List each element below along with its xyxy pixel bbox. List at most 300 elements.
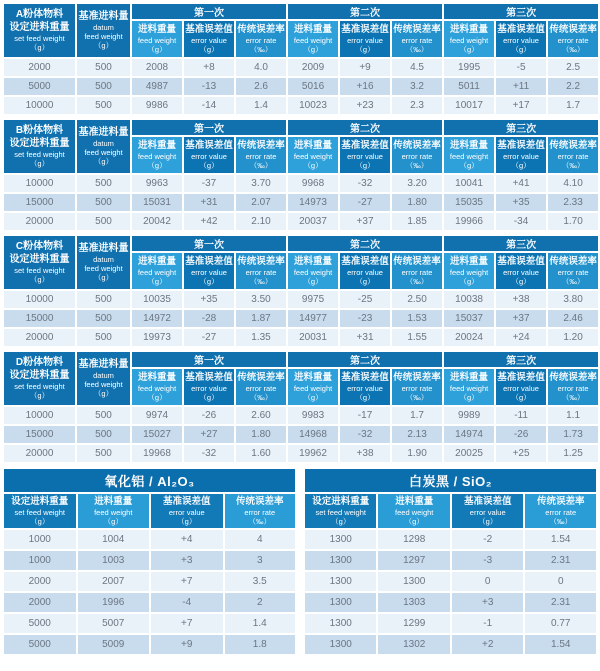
error-rate-cell: 2.6 <box>235 77 287 96</box>
error-value-cell: -2 <box>451 529 524 550</box>
error-rate-cell: 3.80 <box>547 290 599 309</box>
error-rate-cell: 1.55 <box>391 328 443 347</box>
error-value-subheader <box>150 493 224 529</box>
error-value-cell: +37 <box>339 212 391 231</box>
header-line: （g） <box>355 392 375 402</box>
error-rate-cell: 1.7 <box>547 96 599 115</box>
feed-weight-subheader <box>287 136 339 174</box>
header-line: （g） <box>303 392 323 402</box>
header-line: （g） <box>478 516 498 526</box>
error-rate-cell: 0 <box>524 571 597 592</box>
feed-weight-cell: 9974 <box>131 406 183 425</box>
header-row-subcolumns <box>3 493 296 529</box>
header-line: set feed weight <box>14 150 65 159</box>
header-line: （g） <box>30 516 50 526</box>
header-line: （g） <box>29 159 50 168</box>
error-value-subheader <box>339 368 391 406</box>
header-line: （‰） <box>405 276 429 286</box>
feed-weight-cell: 2008 <box>131 58 183 77</box>
feed-weight-cell: 1298 <box>377 529 450 550</box>
set-feed-weight-cell: 2000 <box>3 58 76 77</box>
header-line: feed weight <box>293 35 333 45</box>
header-line: 基准进料量 <box>78 242 129 254</box>
error-value-subheader <box>183 20 235 58</box>
header-line: feed weight <box>84 32 123 42</box>
feed-weight-cell: 1003 <box>77 550 151 571</box>
feed-weight-cell: 9963 <box>131 174 183 193</box>
header-line: （g） <box>459 160 479 170</box>
error-rate-subheader <box>524 493 597 529</box>
header-line: A粉体物料 <box>15 9 64 20</box>
error-rate-cell: 1.7 <box>391 406 443 425</box>
header-line: 基准误差值 <box>341 256 389 268</box>
feed-weight-cell: 9983 <box>287 406 339 425</box>
header-line: feed weight <box>94 507 133 517</box>
header-line: （g） <box>147 44 167 54</box>
set-feed-weight-cell: 15000 <box>3 309 76 328</box>
set-feed-weight-cell: 2000 <box>3 571 77 592</box>
header-line: error rate <box>557 151 589 161</box>
header-line: 基准误差值 <box>185 256 233 268</box>
feed-weight-cell: 20024 <box>443 328 495 347</box>
table-header <box>3 351 599 406</box>
feed-weight-subheader <box>443 252 495 290</box>
header-line: （g） <box>404 516 424 526</box>
header-line: （‰） <box>249 392 273 402</box>
error-rate-cell: 1.8 <box>224 634 297 655</box>
feed-weight-subheader <box>443 368 495 406</box>
table-row <box>3 529 296 550</box>
error-value-cell: +23 <box>339 96 391 115</box>
feed-weight-cell: 10023 <box>287 96 339 115</box>
header-line: （g） <box>93 389 114 399</box>
header-line: error value <box>347 267 383 277</box>
feed-weight-cell: 19966 <box>443 212 495 231</box>
error-rate-cell: 2.3 <box>391 96 443 115</box>
header-line: 进料重量 <box>395 496 434 508</box>
error-rate-subheader <box>235 252 287 290</box>
header-line: feed weight <box>449 35 489 45</box>
error-rate-cell: 4.5 <box>391 58 443 77</box>
header-line: 设定进料重量 <box>9 369 70 381</box>
header-line: （‰） <box>561 44 585 54</box>
error-rate-subheader <box>547 136 599 174</box>
header-line: error value <box>191 151 227 161</box>
error-value-cell: -26 <box>495 425 547 444</box>
error-rate-cell: 1.73 <box>547 425 599 444</box>
error-rate-cell: 1.54 <box>524 529 597 550</box>
error-value-cell: -34 <box>495 212 547 231</box>
header-line: （g） <box>147 392 167 402</box>
error-rate-cell: 2.31 <box>524 550 597 571</box>
header-line: （g） <box>93 273 114 283</box>
header-line: 设定进料重量 <box>9 21 70 33</box>
header-line: （‰） <box>561 160 585 170</box>
table-body <box>304 529 597 655</box>
header-line: （g） <box>29 275 50 284</box>
header-line: set feed weight <box>14 382 65 391</box>
feed-weight-subheader <box>287 252 339 290</box>
header-line: feed weight <box>293 267 333 277</box>
error-rate-cell: 3.50 <box>235 290 287 309</box>
error-value-cell: +42 <box>183 212 235 231</box>
error-value-cell: +25 <box>495 444 547 463</box>
header-row-groups <box>3 119 599 136</box>
header-line: 基准进料量 <box>78 358 129 370</box>
header-line: error value <box>347 151 383 161</box>
set-feed-weight-cell: 10000 <box>3 96 76 115</box>
compound-tables <box>2 467 598 656</box>
set-feed-weight-cell: 2000 <box>3 592 77 613</box>
feed-weight-subheader <box>287 20 339 58</box>
error-rate-subheader <box>235 20 287 58</box>
set-feed-weight-header <box>3 3 76 58</box>
error-rate-subheader <box>547 252 599 290</box>
header-line: （g） <box>199 44 219 54</box>
trial-3-header: 第三次 <box>443 351 599 368</box>
error-rate-cell: 1.80 <box>235 425 287 444</box>
header-line: error value <box>191 267 227 277</box>
table-row <box>304 571 597 592</box>
error-value-subheader <box>339 20 391 58</box>
header-line: （‰） <box>249 276 273 286</box>
material-c-table <box>2 234 600 348</box>
trial-3-header: 第三次 <box>443 3 599 20</box>
error-rate-subheader <box>391 20 443 58</box>
header-line: 进料重量 <box>294 140 333 152</box>
header-line: （g） <box>459 44 479 54</box>
error-rate-cell: 1.70 <box>547 212 599 231</box>
header-line: （‰） <box>405 392 429 402</box>
feed-weight-cell: 15031 <box>131 193 183 212</box>
header-line: （g） <box>459 276 479 286</box>
header-line: error value <box>503 383 539 393</box>
error-value-subheader <box>183 368 235 406</box>
set-feed-weight-cell: 1300 <box>304 571 377 592</box>
datum-feed-weight-cell: 500 <box>76 174 131 193</box>
header-line: 基准误差值 <box>162 496 211 508</box>
set-feed-weight-cell: 1300 <box>304 634 377 655</box>
feed-weight-cell: 9989 <box>443 406 495 425</box>
header-line: B粉体物料 <box>15 125 64 136</box>
error-rate-cell: 2.60 <box>235 406 287 425</box>
datum-feed-weight-cell: 500 <box>76 444 131 463</box>
error-rate-cell: 2 <box>224 592 297 613</box>
header-line: （g） <box>303 44 323 54</box>
table-row <box>3 425 599 444</box>
error-rate-cell: 1.80 <box>391 193 443 212</box>
error-rate-cell: 3.20 <box>391 174 443 193</box>
header-line: C粉体物料 <box>15 241 64 252</box>
error-rate-cell: 2.13 <box>391 425 443 444</box>
trial-1-header: 第一次 <box>131 351 287 368</box>
header-line: error rate <box>401 267 433 277</box>
header-line: error rate <box>401 35 433 45</box>
error-rate-subheader <box>235 368 287 406</box>
header-line: （g） <box>177 516 197 526</box>
header-row-groups <box>3 235 599 252</box>
error-value-cell: -14 <box>183 96 235 115</box>
header-line: error value <box>191 383 227 393</box>
trial-1-header: 第一次 <box>131 119 287 136</box>
header-line: 基准进料量 <box>78 10 129 22</box>
header-line: feed weight <box>137 267 177 277</box>
table-body <box>3 58 599 115</box>
datum-feed-weight-header <box>76 351 131 406</box>
feed-weight-cell: 4987 <box>131 77 183 96</box>
header-line: 基准误差值 <box>497 256 545 268</box>
header-line: 进料重量 <box>137 256 176 268</box>
header-line: （‰） <box>249 160 273 170</box>
al2o3-table <box>2 467 297 656</box>
error-value-subheader <box>495 252 547 290</box>
table-row <box>304 613 597 634</box>
header-line: error value <box>168 507 205 517</box>
header-line: 基准误差值 <box>497 24 545 36</box>
header-line: set feed weight <box>14 34 65 43</box>
error-value-cell: +9 <box>339 58 391 77</box>
error-value-cell: +7 <box>150 613 224 634</box>
feed-weight-cell: 14974 <box>443 425 495 444</box>
feed-weight-cell: 9968 <box>287 174 339 193</box>
table-row <box>3 613 296 634</box>
error-value-cell: -26 <box>183 406 235 425</box>
set-feed-weight-cell: 1300 <box>304 592 377 613</box>
set-feed-weight-subheader <box>304 493 377 529</box>
error-value-subheader <box>183 136 235 174</box>
header-line: 进料重量 <box>137 24 176 36</box>
table-row <box>3 212 599 231</box>
error-value-cell: -1 <box>451 613 524 634</box>
error-value-cell: +3 <box>451 592 524 613</box>
error-rate-cell: 1.35 <box>235 328 287 347</box>
error-rate-cell: 4.0 <box>235 58 287 77</box>
error-rate-subheader <box>547 368 599 406</box>
error-value-cell: -5 <box>495 58 547 77</box>
error-value-cell: +24 <box>495 328 547 347</box>
feed-weight-cell: 2007 <box>77 571 151 592</box>
feed-weight-cell: 20042 <box>131 212 183 231</box>
error-rate-cell: 1.20 <box>547 328 599 347</box>
feed-weight-subheader <box>287 368 339 406</box>
set-feed-weight-cell: 1000 <box>3 550 77 571</box>
header-line: （‰） <box>561 276 585 286</box>
set-feed-weight-cell: 15000 <box>3 425 76 444</box>
error-rate-cell: 1.1 <box>547 406 599 425</box>
error-value-cell: -27 <box>339 193 391 212</box>
error-value-cell: -37 <box>183 174 235 193</box>
header-line: D粉体物料 <box>15 357 64 368</box>
error-rate-cell: 4.10 <box>547 174 599 193</box>
feed-weight-cell: 14968 <box>287 425 339 444</box>
header-line: 进料重量 <box>137 140 176 152</box>
error-rate-cell: 1.25 <box>547 444 599 463</box>
feed-weight-cell: 15037 <box>443 309 495 328</box>
error-value-cell: -32 <box>339 174 391 193</box>
error-rate-cell: 1.53 <box>391 309 443 328</box>
feed-weight-cell: 1995 <box>443 58 495 77</box>
header-line: （g） <box>355 160 375 170</box>
header-line: 进料重量 <box>294 256 333 268</box>
set-feed-weight-subheader <box>3 493 77 529</box>
material-d-table <box>2 350 600 464</box>
header-line: （g） <box>199 392 219 402</box>
table-row <box>304 529 597 550</box>
error-value-cell: +35 <box>183 290 235 309</box>
datum-feed-weight-cell: 500 <box>76 328 131 347</box>
powder-material-tables <box>0 2 600 464</box>
sio2-table <box>303 467 598 656</box>
error-rate-cell: 3.2 <box>391 77 443 96</box>
datum-feed-weight-header <box>76 235 131 290</box>
title-row <box>3 468 296 493</box>
header-line: error value <box>347 35 383 45</box>
trial-1-header: 第一次 <box>131 235 287 252</box>
feed-weight-cell: 1302 <box>377 634 450 655</box>
header-line: feed weight <box>395 507 434 517</box>
error-value-cell: +7 <box>150 571 224 592</box>
set-feed-weight-cell: 15000 <box>3 193 76 212</box>
header-line: 进料重量 <box>450 372 489 384</box>
error-value-cell: +3 <box>150 550 224 571</box>
header-line: error rate <box>244 507 276 517</box>
table-body <box>3 529 296 655</box>
datum-feed-weight-cell: 500 <box>76 77 131 96</box>
trial-2-header: 第二次 <box>287 119 443 136</box>
table-row <box>304 550 597 571</box>
header-line: （g） <box>355 276 375 286</box>
error-value-cell: +2 <box>451 634 524 655</box>
header-line: 传统误差率 <box>549 372 597 384</box>
table-row <box>3 328 599 347</box>
set-feed-weight-header <box>3 119 76 174</box>
set-feed-weight-cell: 1300 <box>304 550 377 571</box>
datum-feed-weight-header <box>76 3 131 58</box>
feed-weight-subheader <box>131 20 183 58</box>
header-line: datum <box>93 371 114 381</box>
header-line: （g） <box>147 160 167 170</box>
feed-weight-cell: 1299 <box>377 613 450 634</box>
set-feed-weight-cell: 10000 <box>3 290 76 309</box>
error-value-subheader <box>495 368 547 406</box>
error-value-cell: -3 <box>451 550 524 571</box>
header-line: 基准误差值 <box>341 24 389 36</box>
datum-feed-weight-cell: 500 <box>76 212 131 231</box>
error-value-subheader <box>451 493 524 529</box>
trial-2-header: 第二次 <box>287 351 443 368</box>
material-a-table <box>2 2 600 116</box>
feed-weight-cell: 9975 <box>287 290 339 309</box>
header-line: feed weight <box>449 151 489 161</box>
set-feed-weight-cell: 10000 <box>3 174 76 193</box>
datum-feed-weight-cell: 500 <box>76 96 131 115</box>
table-row <box>3 58 599 77</box>
header-line: 进料重量 <box>450 140 489 152</box>
error-value-cell: +27 <box>183 425 235 444</box>
feed-weight-subheader <box>377 493 450 529</box>
set-feed-weight-cell: 5000 <box>3 613 77 634</box>
table-header <box>3 119 599 174</box>
set-feed-weight-header <box>3 351 76 406</box>
set-feed-weight-cell: 10000 <box>3 406 76 425</box>
header-row-groups <box>3 3 599 20</box>
error-rate-cell: 2.31 <box>524 592 597 613</box>
error-value-cell: -32 <box>183 444 235 463</box>
feed-weight-cell: 5011 <box>443 77 495 96</box>
set-feed-weight-cell: 5000 <box>3 77 76 96</box>
header-line: feed weight <box>137 383 177 393</box>
header-line: （g） <box>93 157 114 167</box>
header-line: （g） <box>511 160 531 170</box>
error-value-cell: +9 <box>150 634 224 655</box>
datum-feed-weight-cell: 500 <box>76 58 131 77</box>
header-line: （‰） <box>561 392 585 402</box>
error-rate-subheader <box>224 493 297 529</box>
set-feed-weight-cell: 1300 <box>304 529 377 550</box>
feed-weight-cell: 19968 <box>131 444 183 463</box>
error-value-cell: +17 <box>495 96 547 115</box>
header-line: error rate <box>245 383 277 393</box>
header-line: error rate <box>401 383 433 393</box>
header-line: 进料重量 <box>94 496 133 508</box>
error-rate-cell: 0.77 <box>524 613 597 634</box>
trial-2-header: 第二次 <box>287 235 443 252</box>
error-value-cell: +31 <box>339 328 391 347</box>
material-b-table <box>2 118 600 232</box>
header-line: feed weight <box>293 383 333 393</box>
header-line: （‰） <box>248 516 271 526</box>
feed-weight-cell: 20031 <box>287 328 339 347</box>
header-line: feed weight <box>84 148 123 158</box>
header-line: （g） <box>511 392 531 402</box>
feed-weight-cell: 20025 <box>443 444 495 463</box>
trial-2-header: 第二次 <box>287 3 443 20</box>
error-rate-cell: 1.87 <box>235 309 287 328</box>
error-value-cell: +38 <box>339 444 391 463</box>
error-rate-cell: 2.33 <box>547 193 599 212</box>
header-line: error value <box>503 35 539 45</box>
feed-weight-cell: 10035 <box>131 290 183 309</box>
header-line: （g） <box>511 44 531 54</box>
header-line: error rate <box>245 267 277 277</box>
header-row-subcolumns <box>304 493 597 529</box>
error-rate-cell: 3.70 <box>235 174 287 193</box>
header-line: （g） <box>103 516 123 526</box>
feed-weight-subheader <box>131 368 183 406</box>
header-line: 设定进料重量 <box>312 496 370 508</box>
header-line: 基准误差值 <box>341 140 389 152</box>
header-line: （g） <box>511 276 531 286</box>
header-line: 设定进料重量 <box>9 137 70 149</box>
header-line: 进料重量 <box>294 24 333 36</box>
table-row <box>3 550 296 571</box>
header-line: 基准误差值 <box>185 24 233 36</box>
header-line: （g） <box>29 43 50 52</box>
header-line: （‰） <box>549 516 572 526</box>
feed-weight-subheader <box>443 20 495 58</box>
header-line: set feed weight <box>14 507 65 517</box>
header-line: feed weight <box>137 35 177 45</box>
error-value-cell: -32 <box>339 425 391 444</box>
table-row <box>3 174 599 193</box>
header-line: feed weight <box>449 267 489 277</box>
set-feed-weight-cell: 20000 <box>3 212 76 231</box>
header-line: （‰） <box>405 160 429 170</box>
feed-weight-cell: 1300 <box>377 571 450 592</box>
feed-weight-cell: 14977 <box>287 309 339 328</box>
error-value-cell: +4 <box>150 529 224 550</box>
feed-weight-cell: 1303 <box>377 592 450 613</box>
